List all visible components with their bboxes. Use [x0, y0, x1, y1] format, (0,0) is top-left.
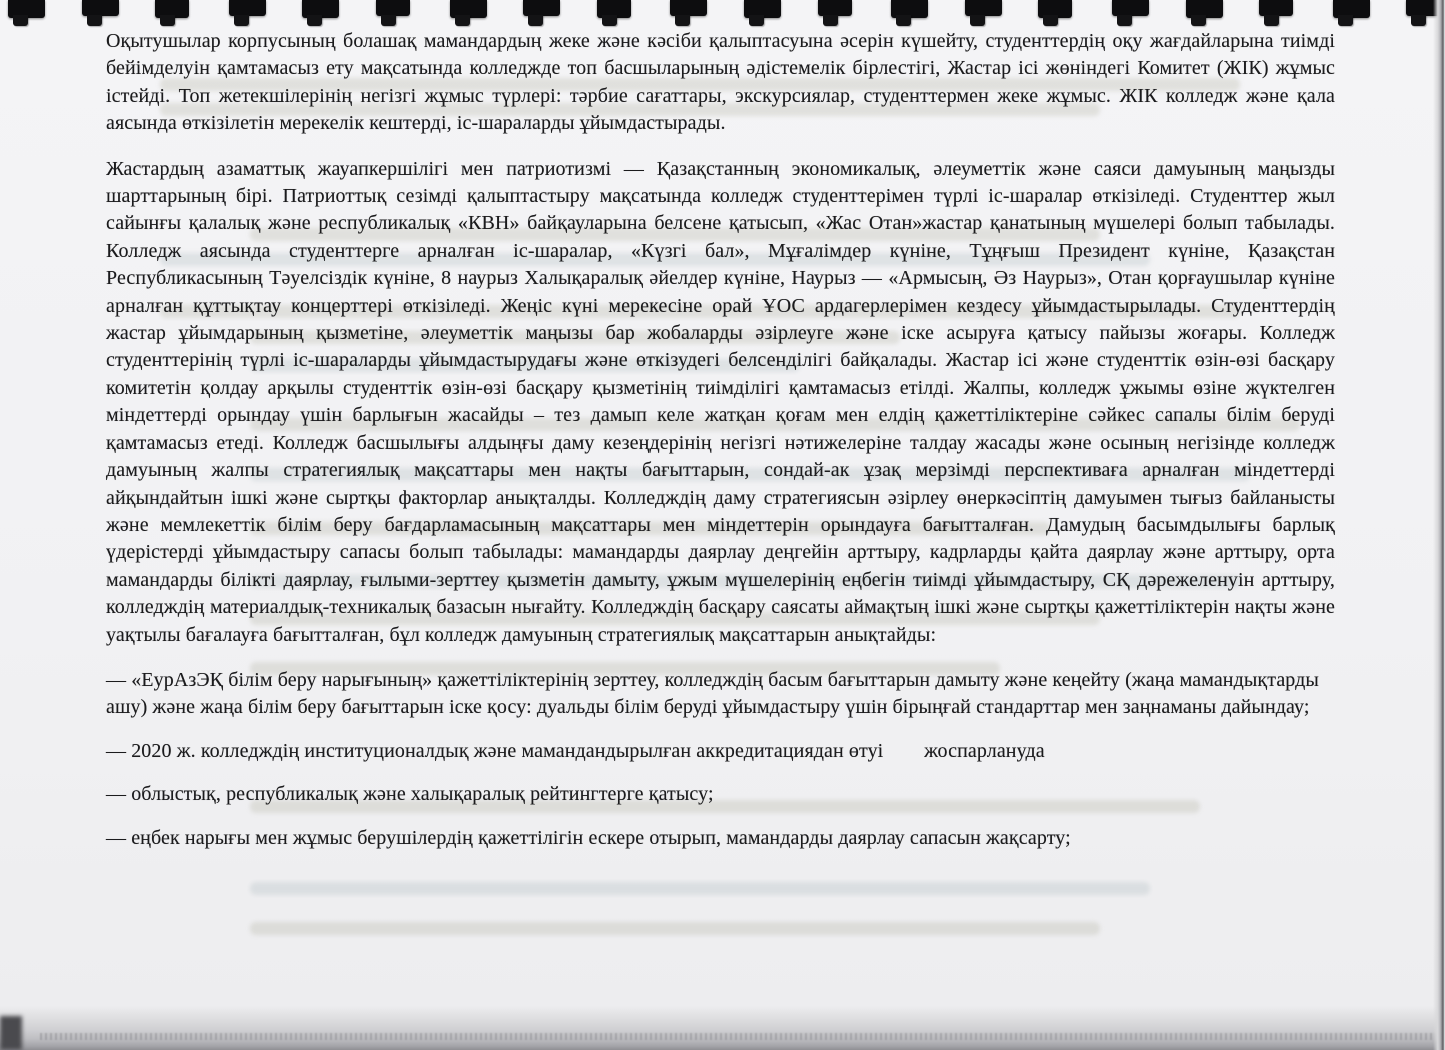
bleedthrough-text-ghost: [250, 922, 1100, 935]
binding-loop: [8, 0, 45, 18]
bleedthrough-text-ghost: [250, 882, 1150, 895]
binding-loop: [1259, 0, 1293, 16]
bullet-item-1: — «ЕурАзЭҚ білім беру нарығының» қажеттіліктерінің зерттеу, колледждің басым бағыттарын дамыту және кеңейту (жаңа мамандықтарды ашу) және жаңа білім беру бағыттарын іске қосу: дуальды білім беруді ұйымдастыру үшін бірыңғай стандарттар мен заңнаманы дайындау;: [106, 668, 1325, 719]
page-right-edge: [1433, 0, 1445, 1050]
page-bottom-edge: [0, 1006, 1445, 1050]
binding-loop: [82, 0, 119, 16]
binding-loop: [1186, 0, 1223, 18]
bullet-item-4: — еңбек нарығы мен жұмыс берушілердің қажеттілігін ескере отырып, мамандарды даярлау сапасын жақсарту;: [106, 826, 1071, 849]
binding-loop: [450, 0, 487, 18]
binding-loop: [818, 0, 852, 16]
spiral-binding: [0, 0, 1445, 30]
binding-loop: [670, 0, 707, 16]
binding-loop: [1112, 0, 1149, 16]
binding-loop: [1333, 0, 1370, 18]
bullet-item-3: — облыстық, республикалық және халықаралық рейтингтерге қатысу;: [106, 783, 714, 806]
paragraph-1: Оқытушылар корпусының болашақ мамандардың жеке және кәсіби қалыптасуына әсерін күшейту, студенттердің оқу жағдайларына тиімді бейімделуін қамтамасыз ету мақсатында колледжде топ басшыларының әдістемелік бірлестігі, Жастар ісі жөніндегі Комитет (ЖІК) жұмыс істейді. Топ жетекшілерінің негізгі жұмыс түрлері: тәрбие сағаттары, экскурсиялар, студенттермен жеке жұмыс. ЖІК колледж және қала аясында өткізілетін мерекелік кештерді, іс-шараларды ұйымдастырады.: [106, 30, 1341, 135]
bottom-left-shadow: [0, 1016, 22, 1050]
binding-loop: [376, 0, 410, 16]
binding-loop: [229, 0, 266, 16]
binding-loop: [891, 0, 928, 18]
binding-loop: [965, 0, 1002, 16]
binding-loop: [155, 0, 189, 18]
paragraph-2: Жастардың азаматтық жауапкершілігі мен патриотизмі — Қазақстанның экономикалық, әлеуметтік және саяси дамуының маңызды шарттарының бірі. Патриоттық сезімді қалыптастыру мақсатында колледж студенттерімен түрлі іс-шаралар өткізіледі. Студенттер жыл сайынғы қалалық және республикалық «КВН» байқауларына белсене қатысып, «Жас Отан»жастар қанатының мүшелері болып табылады. Колледж аясында студенттерге арналған іс-шаралар, «Күзгі бал», Мұғалімдер күніне, Тұңғыш Президент күніне, Қазақстан Республикасының Тәуелсіздік күніне, 8 наурыз Халықаралық әйелдер күніне, Наурыз — «Армысың, Әз Наурыз», Отан қорғаушылар күніне арналған құттықтау концерттері өткізіледі. Жеңіс күні мерекесіне орай ҰОС ардагерлерімен кездесу ұйымдастырылады. Студенттердің жастар ұйымдарының қызметіне, әлеуметтік маңызы бар жобаларды әзірлеуге және іске асыруға қатысу пайызы жоғары. Колледж студенттерінің түрлі іс-шараларды ұйымдастырудағы және өткізудегі белсенділігі байқалады. Жастар ісі және студенттік өзін-өзі басқару комитетін қолдау арқылы студенттік өзін-өзі басқару қызметінің тиімділігі қамтамасыз етілді. Жалпы, колледж ұжымы өзіне жүктелген міндеттерді орындау үшін барлығын жасайды – тез дамып келе жатқан қоғам мен елдің қажеттіліктеріне сәйкес сапалы білім беруді қамтамасыз етеді. Колледж басшылығы алдыңғы даму кезеңдерінің негізгі нәтижелеріне талдау жасады және осының негізінде колледж дамуының жалпы стратегиялық мақсаттары мен нақты бағыттарын, сондай-ак ұзақ мерзімді перспективаға арналған міндеттерді айқындайтын ішкі және сыртқы факторлар анықталды. Колледждің даму стратегиясын әзірлеу өнеркәсіптің дамуымен тығыз байланысты және мемлекеттік білім беру бағдарламасының мақсаттары мен міндеттерін орындауға бағытталған. Дамудың басымдылығы барлық үдерістерді ұйымдастыру сапасы болып табылады: мамандарды даярлау деңгейін арттыру, кадрларды қайта даярлау және арттыру, орта мамандарды білікті даярлау, ғылыми-зерттеу қызметін дамыту, ұжым мүшелерінің еңбегін тиімді ұйымдастыру, СҚ дәрежеленуін арттыру, колледждің материалдық-техникалық базасын нығайту. Колледждің басқару саясаты аймақтың ішкі және сыртқы қажеттіліктерін нақты және уақтылы бағалауға бағытталған, бұл колледж дамуының стратегиялық мақсаттарын анықтайды:: [106, 157, 1341, 646]
binding-loop: [597, 0, 631, 18]
binding-loop: [1038, 0, 1072, 18]
binding-loop: [302, 0, 339, 18]
binding-loop: [744, 0, 781, 18]
document-text: [106, 28, 1341, 868]
bullet-item-2: — 2020 ж. колледждің институционалдық және мамандандырылған аккредитациядан өтуі жоспарлануда: [106, 739, 1045, 762]
binding-loop: [523, 0, 560, 16]
